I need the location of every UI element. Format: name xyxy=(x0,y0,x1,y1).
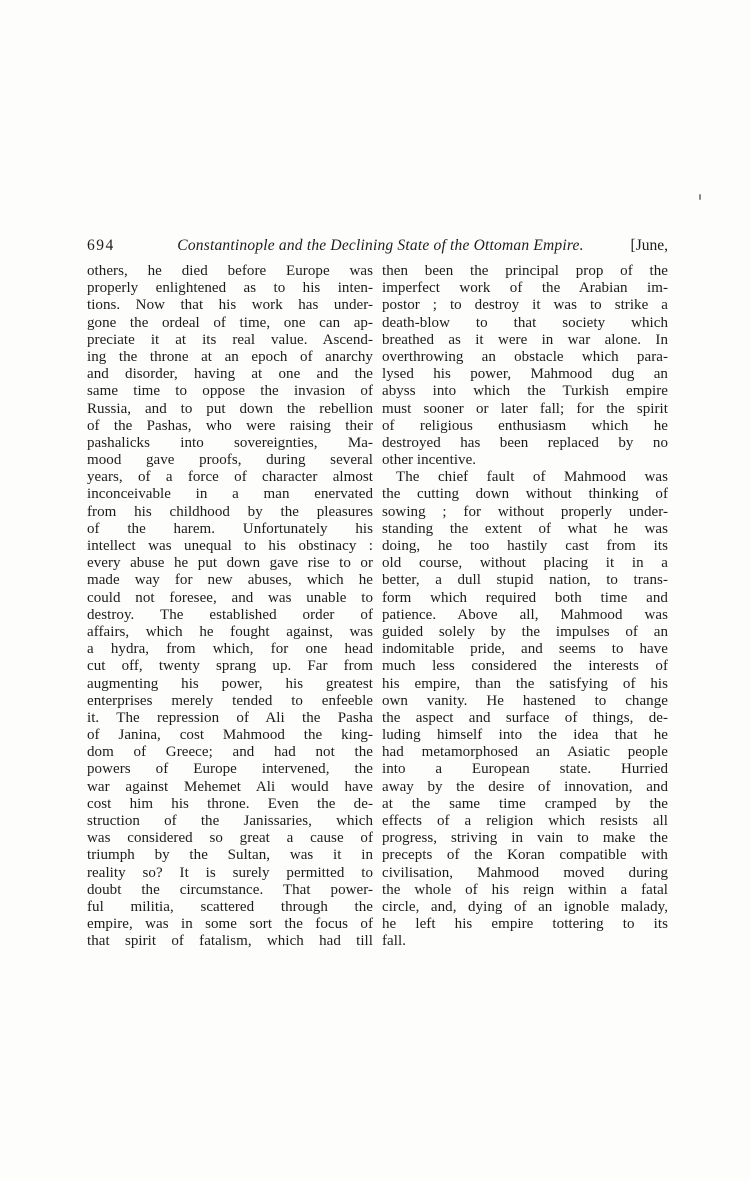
issue-label: [June, xyxy=(630,237,668,254)
text-line: reality so? It is surely permitted to xyxy=(87,864,373,881)
text-line: then been the principal prop of the xyxy=(382,263,668,279)
text-line: old course, without placing it in a xyxy=(382,555,668,572)
right-column xyxy=(382,263,668,951)
text-line: had metamorphosed an Asiatic people xyxy=(382,744,668,761)
text-line: much less considered the interests of xyxy=(382,658,668,675)
text-line: was considered so great a cause of xyxy=(87,830,373,847)
text-line: triumph by the Sultan, was it in xyxy=(87,847,373,864)
text-line: of the Pashas, who were raising their xyxy=(87,417,373,434)
text-line: form which required both time and xyxy=(382,589,668,606)
text-line: of religious enthusiasm which he xyxy=(382,417,668,434)
text-line: overthrowing an obstacle which para- xyxy=(382,348,668,365)
text-line: standing the extent of what he was xyxy=(382,520,668,537)
text-line: made way for new abuses, which he xyxy=(87,572,373,589)
text-line: tions. Now that his work has under- xyxy=(87,297,373,314)
text-line: postor ; to destroy it was to strike a xyxy=(382,297,668,314)
text-line: The chief fault of Mahmood was xyxy=(396,469,668,486)
text-line: better, a dull stupid nation, to trans- xyxy=(382,572,668,589)
text-line: destroy. The established order of xyxy=(87,606,373,623)
text-line: enterprises merely tended to enfeeble xyxy=(87,692,373,709)
text-line: precepts of the Koran compatible with xyxy=(382,847,668,864)
text-line: the cutting down without thinking of xyxy=(382,486,668,503)
text-line: affairs, which he fought against, was xyxy=(87,623,373,640)
text-line: luding himself into the idea that he xyxy=(382,727,668,744)
text-line: years, of a force of character almost xyxy=(87,469,373,486)
text-line: the aspect and surface of things, de- xyxy=(382,709,668,726)
text-line: abyss into which the Turkish empire xyxy=(382,383,668,400)
text-line: war against Mehemet Ali would have xyxy=(87,778,373,795)
text-line: a hydra, from which, for one head xyxy=(87,641,373,658)
text-line: mood gave proofs, during several xyxy=(87,452,373,469)
page-number: 694 xyxy=(87,237,115,254)
text-line: death-blow to that society which xyxy=(382,314,668,331)
text-line: every abuse he put down gave rise to or xyxy=(87,555,373,572)
text-line: of Janina, cost Mahmood the king- xyxy=(87,727,373,744)
text-line: progress, striving in vain to make the xyxy=(382,830,668,847)
text-line: intellect was unequal to his obstinacy : xyxy=(87,538,373,554)
text-line: he left his empire tottering to its xyxy=(382,916,668,933)
text-line: of the harem. Unfortunately his xyxy=(87,520,373,537)
text-line: preciate it at its real value. Ascend- xyxy=(87,331,373,348)
text-line: doing, he too hastily cast from its xyxy=(382,538,668,554)
text-line: inconceivable in a man enervated xyxy=(87,486,373,503)
text-line: doubt the circumstance. That power- xyxy=(87,881,373,898)
text-line: at the same time cramped by the xyxy=(382,795,668,812)
text-line: indomitable pride, and seems to have xyxy=(382,641,668,658)
text-line: same time to oppose the invasion of xyxy=(87,383,373,400)
text-line: other incentive. xyxy=(382,452,477,469)
text-line: gone the ordeal of time, one can ap- xyxy=(87,314,373,331)
running-header xyxy=(87,237,668,255)
text-line: destroyed has been replaced by no xyxy=(382,434,668,451)
text-line: pashalicks into sovereignties, Ma- xyxy=(87,434,373,451)
text-line: that spirit of fatalism, which had till xyxy=(87,933,373,950)
text-columns xyxy=(87,263,668,951)
text-line: others, he died before Europe was xyxy=(87,263,373,279)
text-line: circle, and, dying of an ignoble malady, xyxy=(382,898,668,915)
text-line: fall. xyxy=(382,933,406,950)
text-line: lysed his power, Mahmood dug an xyxy=(382,366,668,383)
text-line: dom of Greece; and had not the xyxy=(87,744,373,761)
text-line: patience. Above all, Mahmood was xyxy=(382,606,668,623)
text-line: Russia, and to put down the rebellion xyxy=(87,400,373,417)
text-line: guided solely by the impulses of an xyxy=(382,623,668,640)
text-line: it. The repression of Ali the Pasha xyxy=(87,709,373,726)
text-line: own vanity. He hastened to change xyxy=(382,692,668,709)
text-line: civilisation, Mahmood moved during xyxy=(382,864,668,881)
scan-artifact xyxy=(699,194,701,200)
text-line: must sooner or later fall; for the spirit xyxy=(382,400,668,417)
left-column xyxy=(87,263,373,951)
text-line: empire, was in some sort the focus of xyxy=(87,916,373,933)
text-line: sowing ; for without properly under- xyxy=(382,503,668,520)
text-line: breathed as it were in war alone. In xyxy=(382,331,668,348)
text-line: cut off, twenty sprang up. Far from xyxy=(87,658,373,675)
text-line: his empire, than the satisfying of his xyxy=(382,675,668,692)
text-line: ing the throne at an epoch of anarchy xyxy=(87,348,373,365)
text-line: augmenting his power, his greatest xyxy=(87,675,373,692)
text-line: imperfect work of the Arabian im- xyxy=(382,280,668,297)
page-title: Constantinople and the Declining State of the Ottoman Empire. xyxy=(177,237,584,254)
text-line: from his childhood by the pleasures xyxy=(87,503,373,520)
text-line: could not foresee, and was unable to xyxy=(87,589,373,606)
text-line: properly enlightened as to his inten- xyxy=(87,280,373,297)
text-line: and disorder, having at one and the xyxy=(87,366,373,383)
text-line: away by the desire of innovation, and xyxy=(382,778,668,795)
text-line: effects of a religion which resists all xyxy=(382,813,668,829)
text-line: cost him his throne. Even the de- xyxy=(87,795,373,812)
text-line: powers of Europe intervened, the xyxy=(87,761,373,778)
text-line: ful militia, scattered through the xyxy=(87,898,373,915)
text-line: into a European state. Hurried xyxy=(382,761,668,778)
text-line: the whole of his reign within a fatal xyxy=(382,881,668,898)
text-line: struction of the Janissaries, which xyxy=(87,813,373,829)
